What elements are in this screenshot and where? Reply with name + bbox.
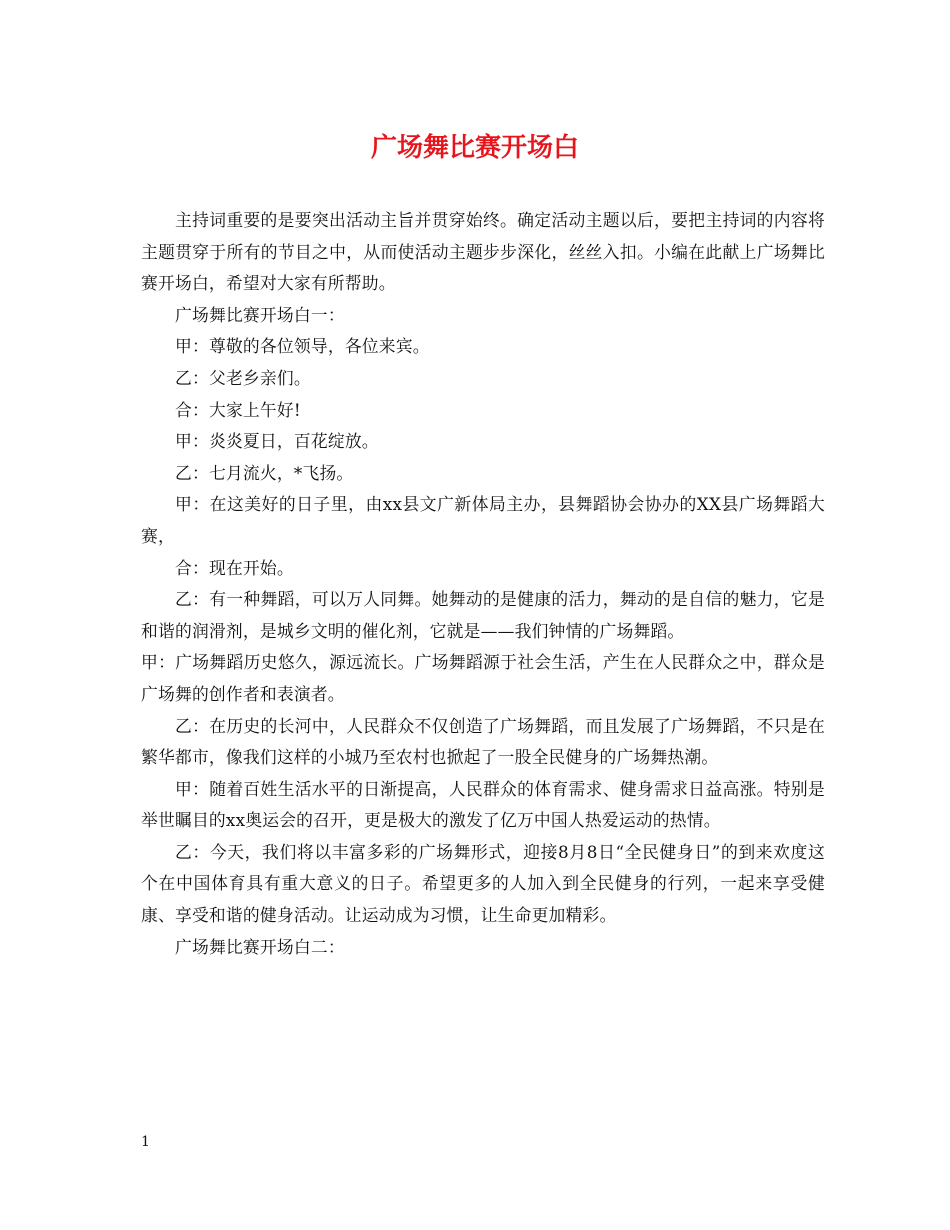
document-title: 广场舞比赛开场白 [370, 133, 579, 163]
paragraph-line: 甲：炎炎夏日，百花绽放。 [175, 431, 379, 452]
paragraph-section-heading-one: 广场舞比赛开场白一： [175, 304, 345, 325]
paragraph-line: 乙：有一种舞蹈，可以万人同舞。她舞动的是健康的活力，舞动的是自信的魅力，它是和谐的润滑剂，是城乡文明的催化剂，它就是——我们钟情的广场舞蹈。 [141, 589, 825, 641]
paragraph-line: 合：现在开始。 [175, 557, 294, 578]
paragraph-line: 乙：父老乡亲们。 [175, 367, 311, 388]
paragraph-line: 乙：在历史的长河中，人民群众不仅创造了广场舞蹈，而且发展了广场舞蹈，不只是在繁华都市，像我们这样的小城乃至农村也掀起了一股全民健身的广场舞热潮。 [141, 715, 825, 768]
paragraph-section-heading-two: 广场舞比赛开场白二： [175, 936, 345, 957]
paragraph-intro: 主持词重要的是要突出活动主旨并贯穿始终。确定活动主题以后，要把主持词的内容将主题贯穿于所有的节目之中，从而使活动主题步步深化，丝丝入扣。小编在此献上广场舞比赛开场白，希望对大家有所帮助。 [141, 210, 825, 294]
paragraph-line: 合：大家上午好! [175, 399, 301, 420]
paragraph-line: 乙：七月流火，*飞扬。 [175, 462, 354, 483]
paragraph-line: 甲：广场舞蹈历史悠久，源远流长。广场舞蹈源于社会生活，产生在人民群众之中，群众是广场舞的创作者和表演者。 [141, 652, 825, 704]
paragraph-line: 甲：随着百姓生活水平的日渐提高，人民群众的体育需求、健身需求日益高涨。特别是举世瞩目的xx奥运会的召开，更是极大的激发了亿万中国人热爱运动的热情。 [141, 778, 825, 831]
paragraph-line: 甲：尊敬的各位领导，各位来宾。 [175, 336, 430, 357]
page-number: 1 [141, 1134, 150, 1150]
paragraph-line: 甲：在这美好的日子里，由xx县文广新体局主办，县舞蹈协会协办的XX县广场舞蹈大赛， [141, 494, 825, 546]
paragraph-line: 乙：今天，我们将以丰富多彩的广场舞形式，迎接8月8日“全民健身日”的到来欢度这个在中国体育具有重大意义的日子。希望更多的人加入到全民健身的行列，一起来享受健康、享受和谐的健身活动。让运动成为习惯，让生命更加精彩。 [141, 841, 825, 926]
document-body [141, 205, 825, 963]
